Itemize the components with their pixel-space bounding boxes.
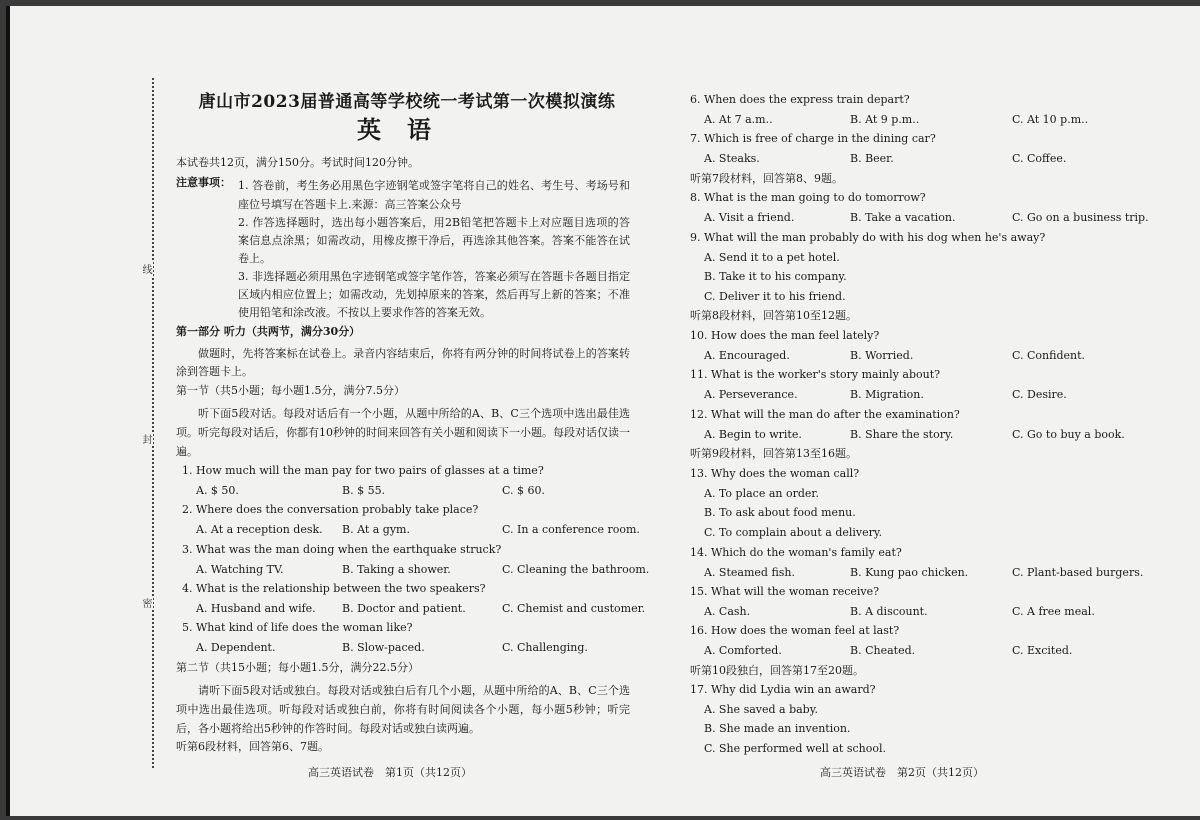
right-page-footer: 高三英语试卷 第2页（共12页）: [820, 766, 984, 779]
intro-text: 本试卷共12页，满分150分。考试时间120分钟。: [176, 156, 419, 169]
q3-option-c: C. Cleaning the bathroom.: [502, 563, 650, 576]
question-16: 16. How does the woman feel at last?: [690, 624, 900, 637]
question-17: 17. Why did Lydia win an award?: [690, 683, 876, 696]
q10-option-a: A. Encouraged.: [704, 349, 790, 362]
q15-option-a: A. Cash.: [704, 605, 751, 618]
left-page-footer: 高三英语试卷 第1页（共12页）: [308, 766, 472, 779]
q12-option-a: A. Begin to write.: [704, 428, 802, 441]
q16-option-c: C. Excited.: [1012, 644, 1073, 657]
q15-option-c: C. A free meal.: [1012, 605, 1095, 618]
q2-option-a: A. At a reception desk.: [196, 523, 323, 536]
exam-title: 唐山市2023届普通高等学校统一考试第一次模拟演练: [198, 92, 616, 112]
q4-option-a: A. Husband and wife.: [196, 602, 316, 615]
q10-option-b: B. Worried.: [850, 349, 914, 362]
q14-option-a: A. Steamed fish.: [704, 566, 796, 579]
question-6: 6. When does the express train depart?: [690, 93, 910, 106]
question-14: 14. Which do the woman's family eat?: [690, 546, 902, 559]
q8-option-c: C. Go on a business trip.: [1012, 211, 1149, 224]
q13-option-c: C. To complain about a delivery.: [704, 526, 883, 539]
q6-option-a: A. At 7 a.m..: [704, 113, 773, 126]
q11-option-c: C. Desire.: [1012, 388, 1067, 401]
q2-option-c: C. In a conference room.: [502, 523, 640, 536]
q5-option-c: C. Challenging.: [502, 641, 588, 654]
q3-option-a: A. Watching TV.: [196, 563, 284, 576]
q8-option-b: B. Take a vacation.: [850, 211, 956, 224]
section2-intro: 请听下面5段对话或独白。每段对话或独白后有几个小题，从题中所给的A、B、C三个选项中选出最佳选项。听每段对话或独白前，你将有时间阅读各个小题，每小题5秒钟；听完后，各小题将给出5秒钟的作答时间。每段对话或独白读两遍。: [176, 684, 630, 735]
binding-mark-seal: 封: [140, 434, 151, 444]
question-5: 5. What kind of life does the woman like?: [182, 621, 413, 634]
q7-option-c: C. Coffee.: [1012, 152, 1067, 165]
q11-option-a: A. Perseverance.: [704, 388, 798, 401]
question-4: 4. What is the relationship between the two speakers?: [182, 582, 486, 595]
question-9: 9. What will the man probably do with his dog when he's away?: [690, 231, 1046, 244]
q6-option-b: B. At 9 p.m..: [850, 113, 920, 126]
q3-option-b: B. Taking a shower.: [342, 563, 451, 576]
q9-option-a: A. Send it to a pet hotel.: [704, 251, 840, 264]
q1-option-b: B. $ 55.: [342, 484, 386, 497]
note-3: 3. 非选择题必须用黑色字迹钢笔或签字笔作答，答案必须写在答题卡各题目指定区域内相应位置上；如需改动，先划掉原来的答案，然后再写上新的答案；不准使用铅笔和涂改液。不按以上要求作答的答案无效。: [238, 270, 630, 319]
material-7: 听第7段材料，回答第8、9题。: [690, 172, 843, 185]
question-13: 13. Why does the woman call?: [690, 467, 860, 480]
q17-option-a: A. She saved a baby.: [704, 703, 818, 716]
material-6: 听第6段材料，回答第6、7题。: [176, 740, 329, 753]
question-15: 15. What will the woman receive?: [690, 585, 880, 598]
section2-heading: 第二节（共15小题；每小题1.5分，满分22.5分）: [176, 661, 419, 674]
question-8: 8. What is the man going to do tomorrow?: [690, 191, 926, 204]
q7-option-b: B. Beer.: [850, 152, 894, 165]
q17-option-b: B. She made an invention.: [704, 722, 851, 735]
notes-label: 注意事项：: [176, 176, 231, 189]
question-3: 3. What was the man doing when the earthquake struck?: [182, 543, 502, 556]
q16-option-b: B. Cheated.: [850, 644, 916, 657]
exam-paper: [6, 6, 1200, 816]
q14-option-b: B. Kung pao chicken.: [850, 566, 969, 579]
q14-option-c: C. Plant-based burgers.: [1012, 566, 1144, 579]
note-1: 1. 答卷前，考生务必用黑色字迹钢笔或签字笔将自己的姓名、考生号、考场号和座位号填写在答题卡上.来源：高三答案公众号: [238, 179, 630, 211]
q9-option-b: B. Take it to his company.: [704, 270, 847, 283]
note-2: 2. 作答选择题时，选出每小题答案后，用2B铅笔把答题卡上对应题目选项的答案信息点涂黑；如需改动，用橡皮擦干净后，再选涂其他答案。答案不能答在试卷上。: [238, 216, 630, 265]
q8-option-a: A. Visit a friend.: [704, 211, 795, 224]
question-2: 2. Where does the conversation probably take place?: [182, 503, 479, 516]
q16-option-a: A. Comforted.: [704, 644, 782, 657]
question-11: 11. What is the worker's story mainly about?: [690, 368, 941, 381]
q12-option-c: C. Go to buy a book.: [1012, 428, 1125, 441]
q9-option-c: C. Deliver it to his friend.: [704, 290, 846, 303]
q1-option-a: A. $ 50.: [196, 484, 239, 497]
question-10: 10. How does the man feel lately?: [690, 329, 880, 342]
question-1: 1. How much will the man pay for two pairs of glasses at a time?: [182, 464, 544, 477]
binding-mark-line: 线: [140, 264, 151, 274]
q13-option-a: A. To place an order.: [704, 487, 819, 500]
question-7: 7. Which is free of charge in the dining car?: [690, 132, 936, 145]
q11-option-b: B. Migration.: [850, 388, 924, 401]
section1-intro: 听下面5段对话。每段对话后有一个小题，从题中所给的A、B、C三个选项中选出最佳选项。听完每段对话后，你都有10秒钟的时间来回答有关小题和阅读下一小题。每段对话仅读一遍。: [176, 407, 630, 458]
question-12: 12. What will the man do after the examination?: [690, 408, 960, 421]
q6-option-c: C. At 10 p.m..: [1012, 113, 1089, 126]
part1-intro: 做题时，先将答案标在试卷上。录音内容结束后，你将有两分钟的时间将试卷上的答案转涂到答题卡上。: [176, 347, 630, 378]
q10-option-c: C. Confident.: [1012, 349, 1086, 362]
q4-option-b: B. Doctor and patient.: [342, 602, 466, 615]
exam-subject: 英语: [357, 115, 457, 144]
q5-option-b: B. Slow-paced.: [342, 641, 425, 654]
section1-heading: 第一节（共5小题；每小题1.5分，满分7.5分）: [176, 384, 405, 397]
material-8: 听第8段材料，回答第10至12题。: [690, 309, 857, 322]
binding-mark-secret: 密: [140, 598, 151, 608]
q17-option-c: C. She performed well at school.: [704, 742, 886, 755]
q1-option-c: C. $ 60.: [502, 484, 546, 497]
q12-option-b: B. Share the story.: [850, 428, 954, 441]
material-10: 听第10段独白，回答第17至20题。: [690, 664, 864, 677]
q2-option-b: B. At a gym.: [342, 523, 410, 536]
q5-option-a: A. Dependent.: [196, 641, 276, 654]
q4-option-c: C. Chemist and customer.: [502, 602, 646, 615]
part1-heading: 第一部分 听力（共两节，满分30分）: [176, 325, 361, 338]
material-9: 听第9段材料，回答第13至16题。: [690, 447, 857, 460]
binding-line: [152, 78, 154, 768]
q15-option-b: B. A discount.: [850, 605, 928, 618]
q7-option-a: A. Steaks.: [704, 152, 760, 165]
q13-option-b: B. To ask about food menu.: [704, 506, 856, 519]
